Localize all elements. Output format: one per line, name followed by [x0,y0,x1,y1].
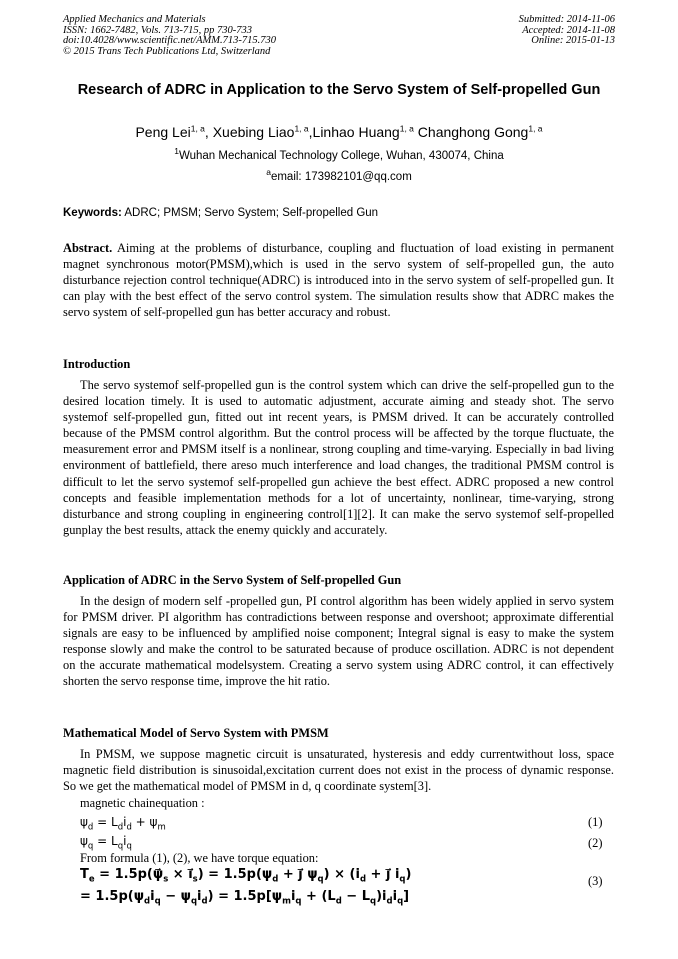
paper-title: Research of ADRC in Application to the Servo System of Self-propelled Gun [77,82,601,98]
author-list: Peng Lei$^{1, a}$, Xuebing Liao$^{1, a}$,Linhao Huang$^{1, a}$ Changhong Gong$^{1, a}$ [135,123,543,140]
equation-2: $\psi_q = L_qi_q$ [80,834,132,852]
abstract-text: Aiming at the problems of disturbance, coupling and fluctuation of load existing in permanent magnet synchronous motor(PMSM),which is used in the servo system of self-propelled gun, the auto disturbance rejection control technique(ADRC) is introduced into in the servo system of self-propelled gun. It can play with the best effect of the servo control system. The simulation results show that ADRC makes the servo system of self-propelled gun has better accuracy and robust. [63,241,614,320]
section-heading-model: Mathematical Model of Servo System with PMSM [63,726,329,740]
submitted-date: Submitted: 2014-11-06 [518,14,615,25]
equation-number: (3) [588,874,603,888]
section-heading-introduction: Introduction [63,357,131,371]
affiliation [60,146,618,164]
author-name: Xuebing Liao [212,124,295,140]
application-paragraph: In the design of modern self -propelled gun, PI control algorithm has been widely applied in servo system for PMSM driver. PI algorithm has contradictions between response and overshoot; approximate differential signals are easy to be influenced by amplified noise component; Integral signal is easy to make the system response slowly and make the control to be saturated because of produce oscillation. ADRC is not dependent on the accurate mathematical modelsystem. Creating a servo system using ADRC control, it can effectively shorten the servo response time, improve the hit ratio. [63,594,614,689]
affiliation-mark: 1 [174,146,179,157]
email-mark: a [266,167,271,178]
journal-header-right [519,15,615,47]
formula-intro-line: From formula (1), (2), we have torque equation: [80,851,319,865]
journal-header-left [63,15,276,57]
keywords [63,206,378,221]
author-name: Linhao Huang [312,124,400,140]
magnetic-chain-line: magnetic chainequation : [80,796,205,810]
equation-1: $\psi_d = L_di_d + \psi_m$ [80,815,166,833]
abstract-label: Abstract. [63,241,113,255]
author-affil-mark: 1, a [399,123,414,134]
author-name: Changhong Gong [417,124,529,140]
copyright-line: © 2015 Trans Tech Publications Ltd, Switzerland [63,45,271,57]
author-affil-mark: 1, a [190,123,205,134]
author-name: Peng Lei [135,124,191,140]
author-affil-mark: 1, a [528,123,543,134]
equation-3-line-1: $T_e$ = $1.5p(\psi⃗_s$ × $i⃗_s) = 1.5p(\psi_d$ + j⃗ $\psi_q) \times (i_d$ + j⃗ $i_q$) [80,867,412,885]
online-date: Online: 2015-01-13 [531,35,615,46]
doi-line: doi:10.4028/www.scientific.net/AMM.713-715.730 [63,35,276,46]
introduction-paragraph: The servo systemof self-propelled gun is the control system which can drive the self-propelled gun to the desired location timely. It is used to automatic adjustment, accurate aiming and steady shot. The servo systemof self-propelled gun, fitted out int recent years, is PMSM drived. It can be accurately controlled because of the PMSM control algorithm. But the control process will be affected by the torque fluctuate, the measurement error and PMSM itself is a nonlinear, strong coupling and time-varying. Especially in bad living environment of battlefield, there areso much interference and load changes, the traditional PMSM control is difficult to let the servo systemof self-propelled gun achieve the best effect. ADRC proposed a new control concepts and feasible implementation methods for a lot of uncertainty, nonlinear, time-varying, strong disturbance and strong coupling in engineering control[1][2]. It can make the servo systemof self-propelled gunplay the best results, attack the enemy quickly and accurately. [63,378,614,537]
keywords-text: ADRC; PMSM; Servo System; Self-propelled Gun [121,207,379,219]
equation-number: (2) [588,836,603,850]
equation-number: (1) [588,815,603,829]
keywords-label: Keywords: [63,207,122,219]
email-line [60,167,618,185]
section-heading-application: Application of ADRC in the Servo System of Self-propelled Gun [63,573,402,587]
model-paragraph: In PMSM, we suppose magnetic circuit is unsaturated, hysteresis and eddy currentwithout loss, space magnetic field distribution is sinusoidal,excitation current does not exist in the process of dynamic response. So we get the mathematical model of PMSM in d, q coordinate system[3]. [63,747,614,794]
email-text: email: 173982101@qq.com [270,171,412,183]
issn-line: ISSN: 1662-7482, Vols. 713-715, pp 730-733 [63,24,252,36]
author-affil-mark: 1, a [294,123,309,134]
journal-name: Applied Mechanics and Materials [63,14,206,25]
abstract [63,240,614,320]
equation-3-line-2: = $1.5p(\psi_di_q - \psi_qi_d) = 1.5p[\psi_mi_q + (L_d - L_q)i_di_q]$ [80,889,410,907]
accepted-date: Accepted: 2014-11-08 [522,24,615,36]
affiliation-text: Wuhan Mechanical Technology College, Wuhan, 430074, China [178,150,504,162]
